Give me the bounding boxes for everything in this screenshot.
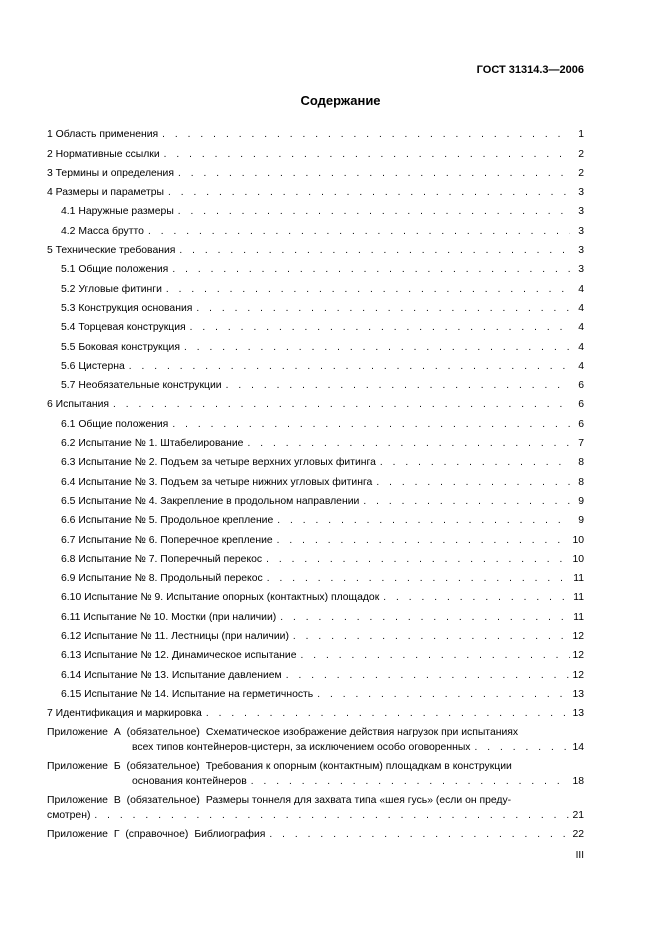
toc-dot-leader bbox=[168, 419, 570, 431]
toc-entry[interactable] bbox=[47, 257, 584, 276]
toc-entry-page: 4 bbox=[578, 341, 584, 353]
toc-dot-leader bbox=[372, 477, 570, 489]
toc-entry-page: 9 bbox=[578, 495, 584, 507]
toc-entry[interactable] bbox=[47, 508, 584, 527]
toc-entry-label: 6 Испытания bbox=[47, 399, 110, 411]
toc-dot-leader bbox=[263, 573, 570, 585]
toc-dot-leader bbox=[313, 689, 570, 701]
table-of-contents bbox=[47, 122, 584, 841]
toc-entry-label: 6.4 Испытание № 3. Подъем за четыре нижних угловых фитинга bbox=[61, 476, 373, 488]
toc-dot-leader bbox=[164, 187, 570, 199]
toc-entry[interactable] bbox=[47, 527, 584, 546]
toc-entry-page: 4 bbox=[578, 322, 584, 334]
toc-dot-leader bbox=[470, 741, 570, 754]
toc-dot-leader bbox=[160, 149, 570, 161]
toc-dot-leader bbox=[289, 631, 570, 643]
toc-dot-leader bbox=[174, 206, 570, 218]
toc-entry[interactable] bbox=[47, 122, 584, 141]
toc-entry[interactable] bbox=[47, 547, 584, 566]
toc-entry[interactable] bbox=[47, 334, 584, 353]
toc-entry-page: 13 bbox=[572, 688, 584, 700]
appendix-title-line2: основания контейнеров bbox=[132, 776, 247, 788]
toc-entry-page: 8 bbox=[578, 457, 584, 469]
toc-entry-page: 2 bbox=[578, 167, 584, 179]
toc-entry-page: 8 bbox=[578, 476, 584, 488]
toc-dot-leader bbox=[376, 457, 570, 469]
toc-entry-label: 5.6 Цистерна bbox=[61, 360, 125, 372]
toc-dot-leader bbox=[186, 322, 570, 334]
toc-entry[interactable] bbox=[47, 392, 584, 411]
toc-dot-leader bbox=[168, 264, 570, 276]
toc-entry-page: 4 bbox=[578, 360, 584, 372]
appendix-page: 18 bbox=[572, 776, 584, 788]
toc-dot-leader bbox=[297, 650, 571, 662]
toc-entry-page: 3 bbox=[578, 245, 584, 257]
toc-entry[interactable] bbox=[47, 662, 584, 681]
toc-entry[interactable] bbox=[47, 354, 584, 373]
toc-entry-label: 6.3 Испытание № 2. Подъем за четыре верхних угловых фитинга bbox=[61, 457, 376, 469]
appendix-title-line1: Схематическое изображение действия нагрузок при испытаниях bbox=[205, 727, 519, 739]
toc-entry-page: 12 bbox=[572, 650, 584, 662]
toc-dot-leader bbox=[222, 380, 570, 392]
toc-dot-leader bbox=[276, 612, 570, 624]
toc-entry[interactable] bbox=[47, 431, 584, 450]
toc-entry-page: 3 bbox=[578, 206, 584, 218]
toc-entry-label: 6.15 Испытание № 14. Испытание на герметичность bbox=[61, 688, 314, 700]
toc-dot-leader bbox=[202, 708, 570, 720]
toc-entry-page: 6 bbox=[578, 399, 584, 411]
toc-dot-leader bbox=[192, 303, 570, 315]
toc-entry-page: 6 bbox=[578, 380, 584, 392]
appendix-entry[interactable] bbox=[47, 794, 584, 822]
toc-dot-leader bbox=[174, 168, 570, 180]
toc-entry[interactable] bbox=[47, 566, 584, 585]
toc-entry[interactable] bbox=[47, 238, 584, 257]
toc-entry-page: 3 bbox=[578, 187, 584, 199]
toc-entry-page: 11 bbox=[573, 573, 584, 585]
toc-entry-label: 5.1 Общие положения bbox=[61, 264, 169, 276]
toc-dot-leader bbox=[162, 284, 570, 296]
toc-dot-leader bbox=[262, 554, 570, 566]
appendix-entry[interactable] bbox=[47, 726, 584, 754]
toc-entry[interactable] bbox=[47, 489, 584, 508]
toc-entry-label: 6.8 Испытание № 7. Поперечный перекос bbox=[61, 553, 263, 565]
toc-entry[interactable] bbox=[47, 199, 584, 218]
toc-entry-label: 5.3 Конструкция основания bbox=[61, 302, 193, 314]
appendix-page: 21 bbox=[572, 810, 584, 822]
appendix-head: Приложение Г (справочное) bbox=[47, 829, 189, 841]
toc-entry-label: 6.1 Общие положения bbox=[61, 418, 169, 430]
toc-entry-page: 11 bbox=[573, 611, 584, 623]
toc-dot-leader bbox=[180, 342, 570, 354]
toc-entry-page: 13 bbox=[572, 708, 584, 720]
toc-entry-label: 6.7 Испытание № 6. Поперечное крепление bbox=[61, 534, 273, 546]
toc-entry-page: 7 bbox=[578, 438, 584, 450]
toc-entry-label: 1 Область применения bbox=[47, 129, 159, 141]
appendix-entry[interactable] bbox=[47, 760, 584, 788]
toc-entry-page: 12 bbox=[572, 631, 584, 643]
toc-entry-label: 6.9 Испытание № 8. Продольный перекос bbox=[61, 573, 263, 585]
appendix-title-line1: Требования к опорным (контактным) площадкам в конструкции bbox=[205, 761, 512, 773]
appendix-title-line1: Библиография bbox=[194, 829, 266, 841]
toc-entry-page: 3 bbox=[578, 225, 584, 237]
appendix-page: 22 bbox=[572, 829, 584, 841]
toc-entry-label: 7 Идентификация и маркировка bbox=[47, 708, 202, 720]
toc-entry-page: 9 bbox=[578, 515, 584, 527]
appendix-title-line2: всех типов контейнеров-цистерн, за исключением особо оговоренных bbox=[132, 742, 471, 754]
toc-entry-page: 12 bbox=[572, 669, 584, 681]
toc-entry[interactable] bbox=[47, 315, 584, 334]
toc-dot-leader bbox=[243, 438, 570, 450]
toc-entry-label: 4.2 Масса брутто bbox=[61, 225, 144, 237]
toc-entry[interactable] bbox=[47, 161, 584, 180]
toc-entry-page: 4 bbox=[578, 302, 584, 314]
toc-entry[interactable] bbox=[47, 585, 584, 604]
toc-entry[interactable] bbox=[47, 218, 584, 237]
standard-code: ГОСТ 31314.3—2006 bbox=[476, 64, 584, 76]
toc-entry-label: 6.6 Испытание № 5. Продольное крепление bbox=[61, 515, 274, 527]
toc-entry-label: 5.5 Боковая конструкция bbox=[61, 341, 180, 353]
toc-entry-page: 2 bbox=[578, 148, 584, 160]
appendix-page: 14 bbox=[572, 742, 584, 754]
toc-entry-page: 10 bbox=[572, 534, 584, 546]
toc-dot-leader bbox=[109, 399, 570, 411]
toc-dot-leader bbox=[247, 775, 570, 788]
page-number: III bbox=[575, 850, 584, 861]
toc-dot-leader bbox=[273, 515, 570, 527]
appendix-head: Приложение В (обязательное) bbox=[47, 795, 200, 807]
toc-entry[interactable] bbox=[47, 373, 584, 392]
toc-dot-leader bbox=[282, 670, 570, 682]
toc-dot-leader bbox=[144, 226, 570, 238]
toc-entry-page: 11 bbox=[573, 592, 584, 604]
toc-entry[interactable] bbox=[47, 604, 584, 623]
toc-entry[interactable] bbox=[47, 450, 584, 469]
toc-entry-label: 6.12 Испытание № 11. Лестницы (при наличии) bbox=[61, 631, 289, 643]
toc-dot-leader bbox=[125, 361, 570, 373]
toc-entry[interactable] bbox=[47, 180, 584, 199]
toc-dot-leader bbox=[90, 809, 570, 822]
toc-entry-label: 6.5 Испытание № 4. Закрепление в продольном направлении bbox=[61, 495, 360, 507]
appendix-entry[interactable] bbox=[47, 828, 584, 841]
toc-entry[interactable] bbox=[47, 276, 584, 295]
toc-entry-label: 6.13 Испытание № 12. Динамическое испытание bbox=[61, 650, 297, 662]
toc-dot-leader bbox=[158, 129, 570, 141]
toc-entry[interactable] bbox=[47, 469, 584, 488]
toc-entry[interactable] bbox=[47, 624, 584, 643]
toc-entry-label: 6.2 Испытание № 1. Штабелирование bbox=[61, 438, 244, 450]
toc-entry-label: 6.11 Испытание № 10. Мостки (при наличии) bbox=[61, 611, 277, 623]
toc-entry-page: 4 bbox=[578, 283, 584, 295]
appendix-head: Приложение Б (обязательное) bbox=[47, 761, 200, 773]
toc-entry-label: 5.7 Необязательные конструкции bbox=[61, 380, 222, 392]
toc-dot-leader bbox=[175, 245, 570, 257]
toc-entry-page: 6 bbox=[578, 418, 584, 430]
appendix-head: Приложение А (обязательное) bbox=[47, 727, 200, 739]
toc-dot-leader bbox=[359, 496, 570, 508]
toc-entry[interactable] bbox=[47, 682, 584, 701]
toc-entry-page: 10 bbox=[572, 553, 584, 565]
toc-entry-label: 5.2 Угловые фитинги bbox=[61, 283, 162, 295]
toc-entry-label: 6.10 Испытание № 9. Испытание опорных (контактных) площадок bbox=[61, 592, 380, 604]
toc-dot-leader bbox=[379, 592, 570, 604]
toc-dot-leader bbox=[265, 828, 570, 841]
toc-entry[interactable] bbox=[47, 701, 584, 720]
toc-entry-label: 4 Размеры и параметры bbox=[47, 187, 164, 199]
toc-entry-page: 1 bbox=[578, 129, 584, 141]
toc-entry-label: 4.1 Наружные размеры bbox=[61, 206, 174, 218]
toc-entry-label: 6.14 Испытание № 13. Испытание давлением bbox=[61, 669, 282, 681]
toc-entry[interactable] bbox=[47, 296, 584, 315]
toc-entry-label: 3 Термины и определения bbox=[47, 167, 174, 179]
toc-entry[interactable] bbox=[47, 643, 584, 662]
appendix-title-line1: Размеры тоннеля для захвата типа «шея гусь» (если он преду- bbox=[205, 795, 512, 807]
toc-entry[interactable] bbox=[47, 141, 584, 160]
appendix-title-line2: смотрен) bbox=[47, 810, 91, 822]
page-title: Содержание bbox=[300, 93, 381, 108]
toc-entry-label: 5.4 Торцевая конструкция bbox=[61, 322, 186, 334]
toc-entry-label: 2 Нормативные ссылки bbox=[47, 148, 160, 160]
toc-entry-label: 5 Технические требования bbox=[47, 245, 176, 257]
toc-entry[interactable] bbox=[47, 411, 584, 430]
toc-dot-leader bbox=[273, 535, 570, 547]
toc-entry-page: 3 bbox=[578, 264, 584, 276]
